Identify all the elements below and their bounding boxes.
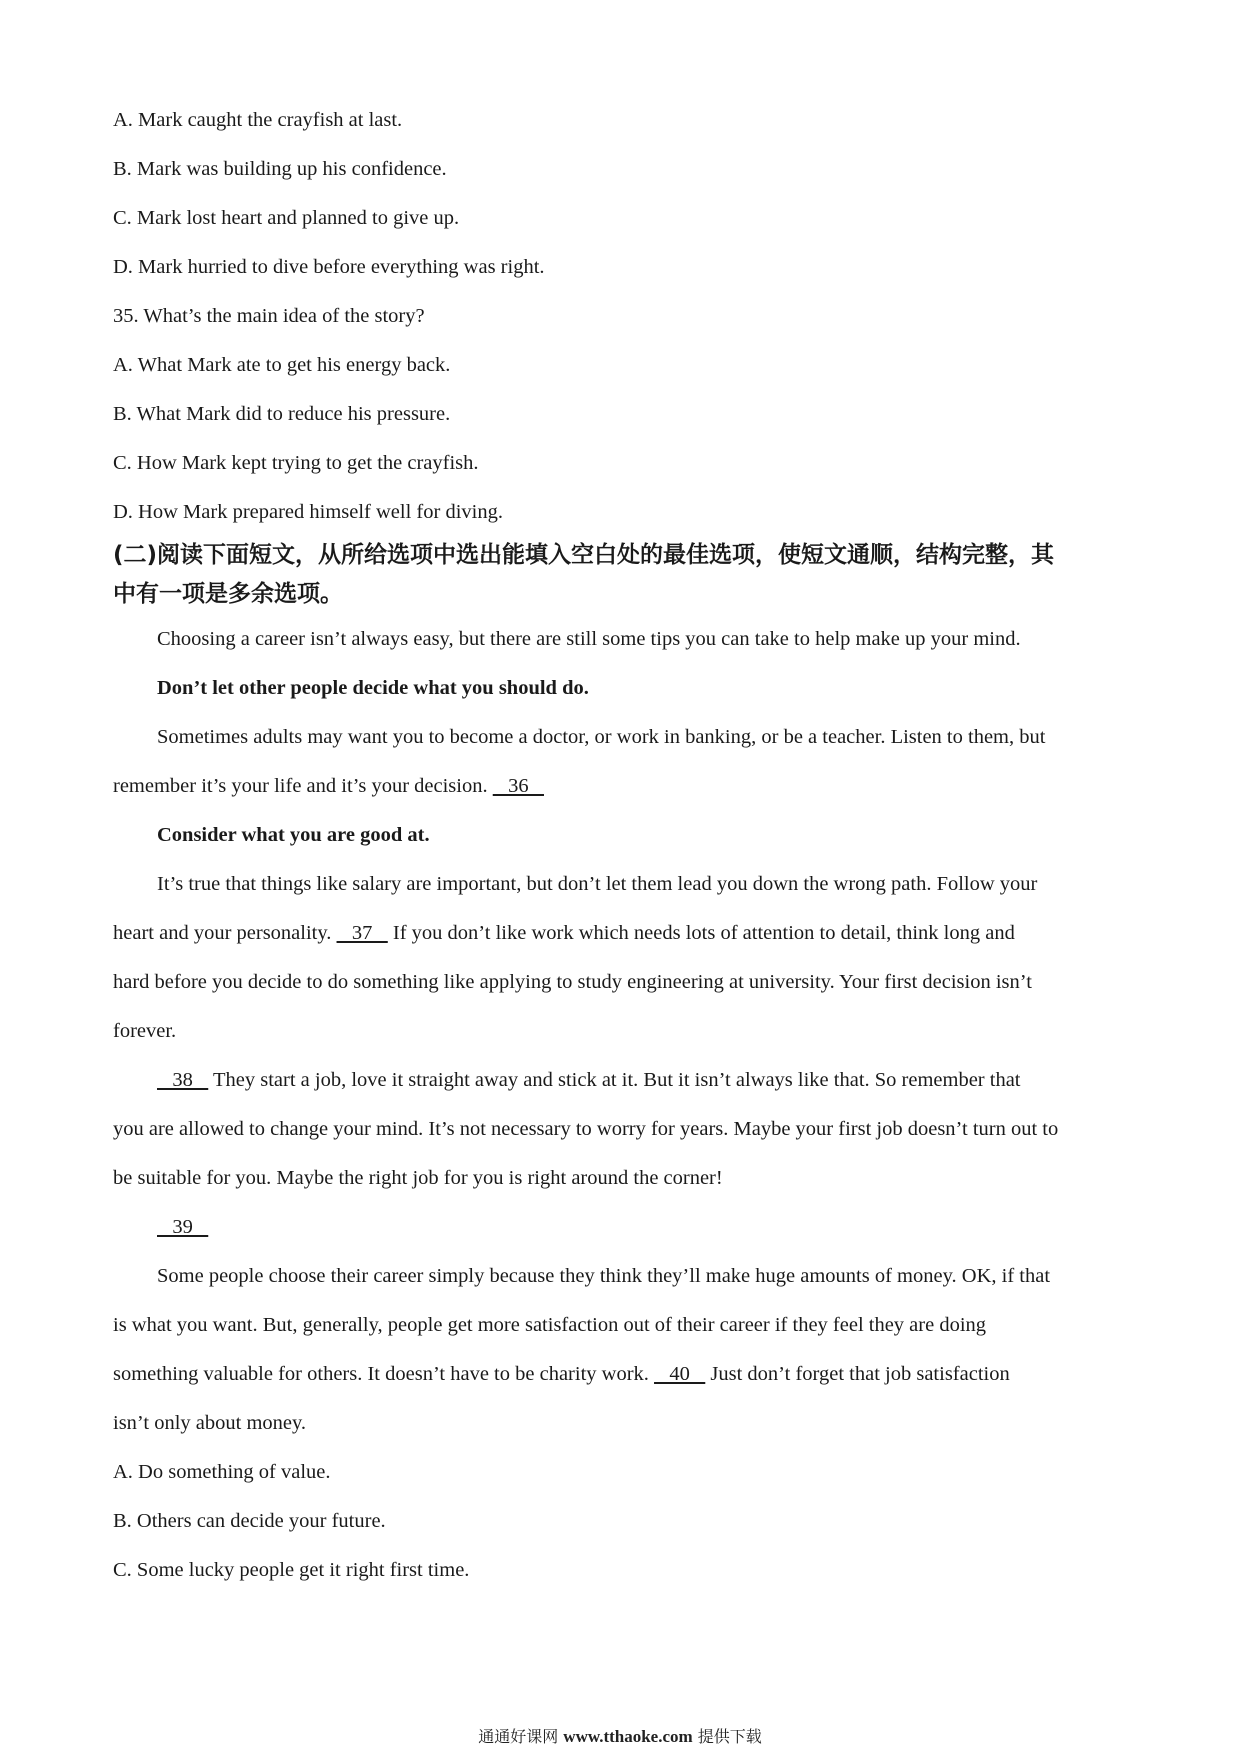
- blank-39: 39: [157, 1216, 209, 1238]
- paragraph-4-line-4: isn’t only about money.: [113, 1412, 307, 1434]
- answer-option-a: A. Do something of value.: [113, 1461, 331, 1483]
- paragraph-3-line-1: [157, 1067, 1021, 1093]
- subheading-3-line: [157, 1214, 208, 1240]
- prev-option-a: A. Mark caught the crayfish at last.: [113, 109, 403, 131]
- subheading-2: Consider what you are good at.: [157, 824, 430, 846]
- section-heading-line2: 中有一项是多余选项。: [113, 581, 343, 607]
- answer-option-c: C. Some lucky people get it right first time.: [113, 1559, 470, 1581]
- paragraph-1-line-1: Sometimes adults may want you to become a doctor, or work in banking, or be a teacher. Listen to them, but: [157, 726, 1046, 748]
- paragraph-4-line-3: [113, 1361, 1010, 1387]
- page-footer: [0, 1727, 1240, 1747]
- paragraph-3-line-2: you are allowed to change your mind. It’s not necessary to worry for years. Maybe your first job doesn’t turn out to: [113, 1118, 1059, 1140]
- q35-option-b: B. What Mark did to reduce his pressure.: [113, 403, 451, 425]
- blank-36: 36: [492, 775, 544, 797]
- paragraph-1-text: remember it’s your life and it’s your decision.: [113, 775, 488, 797]
- question-35: 35. What’s the main idea of the story?: [113, 305, 425, 327]
- prev-option-c: C. Mark lost heart and planned to give up.: [113, 207, 460, 229]
- footer-url[interactable]: www.tthaoke.com: [563, 1727, 693, 1746]
- q35-option-c: C. How Mark kept trying to get the crayfish.: [113, 452, 479, 474]
- paragraph-2-line-1: It’s true that things like salary are important, but don’t let them lead you down the wrong path. Follow your: [157, 873, 1038, 895]
- answer-option-b: B. Others can decide your future.: [113, 1510, 386, 1532]
- section-heading-line1: (二)阅读下面短文，从所给选项中选出能填入空白处的最佳选项，使短文通顺，结构完整，其: [113, 542, 1055, 568]
- paragraph-4-text-a: something valuable for others. It doesn’t have to be charity work.: [113, 1363, 649, 1385]
- blank-37: 37: [336, 922, 388, 944]
- paragraph-2-line-3: hard before you decide to do something like applying to study engineering at university. Your first decision isn’t: [113, 971, 1032, 993]
- paragraph-2-line-2: [113, 920, 1015, 946]
- paragraph-4-text-b: Just don’t forget that job satisfaction: [705, 1363, 1010, 1385]
- paragraph-2-text-b: If you don’t like work which needs lots of attention to detail, think long and: [387, 922, 1015, 944]
- paragraph-3-text: They start a job, love it straight away and stick at it. But it isn’t always like that. So remember that: [208, 1069, 1021, 1091]
- blank-38: 38: [157, 1069, 209, 1091]
- paragraph-3-line-3: be suitable for you. Maybe the right job for you is right around the corner!: [113, 1167, 723, 1189]
- passage-intro: Choosing a career isn’t always easy, but there are still some tips you can take to help make up your mind.: [157, 628, 1021, 650]
- subheading-1: Don’t let other people decide what you should do.: [157, 677, 589, 699]
- q35-option-a: A. What Mark ate to get his energy back.: [113, 354, 451, 376]
- footer-site-name: 通通好课网: [478, 1727, 559, 1746]
- prev-option-b: B. Mark was building up his confidence.: [113, 158, 447, 180]
- paragraph-2-text-a: heart and your personality.: [113, 922, 332, 944]
- prev-option-d: D. Mark hurried to dive before everything was right.: [113, 256, 545, 278]
- footer-suffix: 提供下载: [697, 1727, 762, 1746]
- q35-option-d: D. How Mark prepared himself well for diving.: [113, 501, 503, 523]
- paragraph-4-line-1: Some people choose their career simply because they think they’ll make huge amounts of money. OK, if that: [157, 1265, 1051, 1287]
- blank-40: 40: [654, 1363, 706, 1385]
- paragraph-1-line-2: [113, 773, 544, 799]
- paragraph-4-line-2: is what you want. But, generally, people get more satisfaction out of their career if they feel they are doing: [113, 1314, 987, 1336]
- paragraph-2-line-4: forever.: [113, 1020, 177, 1042]
